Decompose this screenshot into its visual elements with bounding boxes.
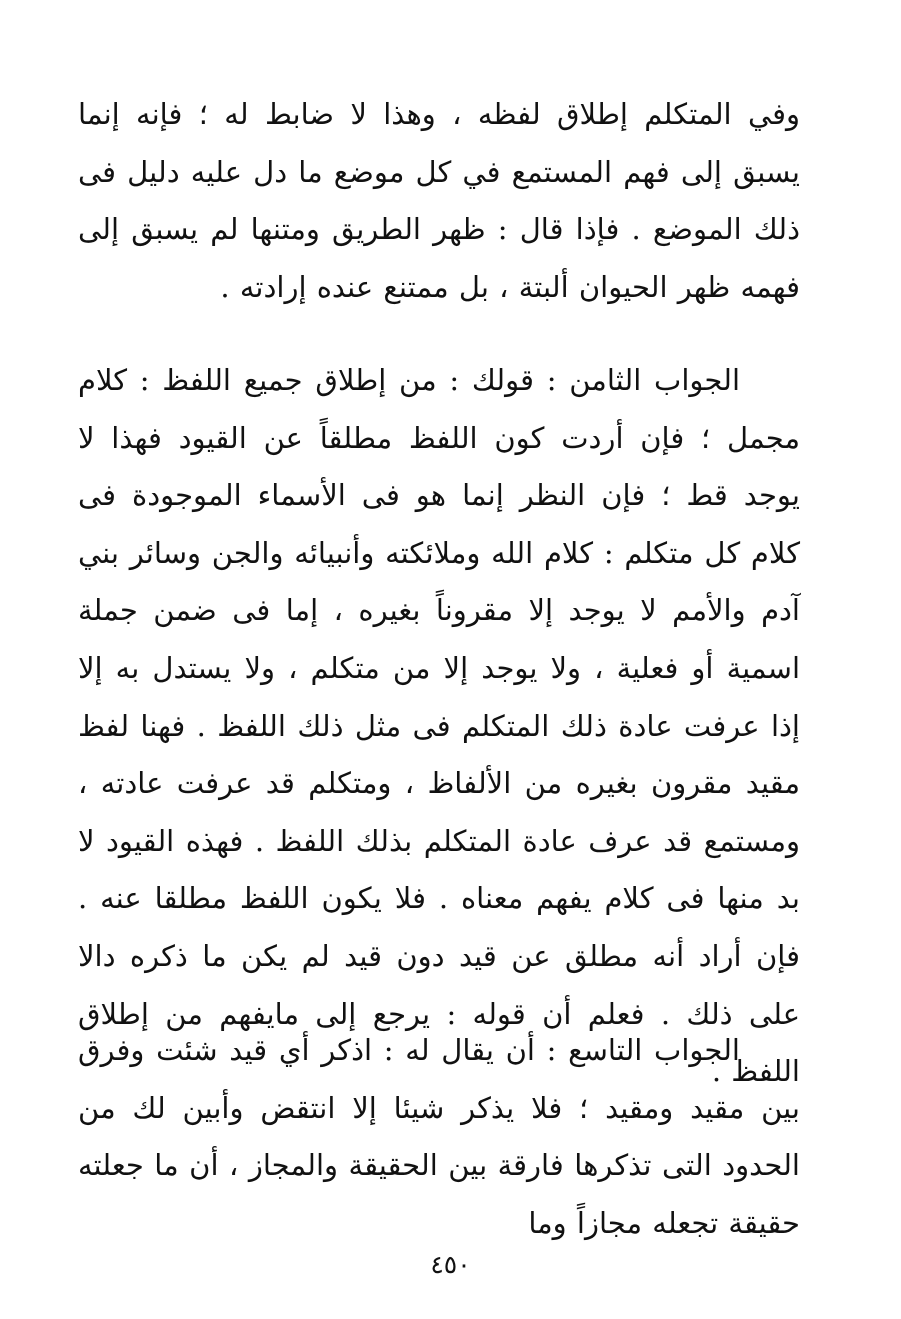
paragraph-continuation: وفي المتكلم إطلاق لفظه ، وهذا لا ضابط له ؛ فإنه إنما يسبق إلى فهم المستمع في كل موضع ما دل عليه دليل فى ذلك الموضع . فإذا قال : ظهر الطريق ومتنها لم يسبق إلى فهمه ظهر الحيوان ألبتة ، بل ممتنع عنده إرادته . [78, 97, 800, 304]
paragraph-eighth-answer: الجواب الثامن : قولك : من إطلاق جميع اللفظ : كلام مجمل ؛ فإن أردت كون اللفظ مطلقاً عن القيود فهذا لا يوجد قط ؛ فإن النظر إنما هو فى الأسماء الموجودة فى كلام كل متكلم : كلام الله وملائكته وأنبيائه والجن وسائر بني آدم والأمم لا يوجد إلا مقروناً بغيره ، إما فى ضمن جملة اسمية أو فعلية ، ولا يوجد إلا من متكلم ، ولا يستدل به إلا إذا عرفت عادة ذلك المتكلم فى مثل ذلك اللفظ . فهنا لفظ مقيد مقرون بغيره من الألفاظ ، ومتكلم قد عرفت عادته ، ومستمع قد عرف عادة المتكلم بذلك اللفظ . فهذه القيود لا بد منها فى كلام يفهم معناه . فلا يكون اللفظ مطلقا عنه . فإن أراد أنه مطلق عن قيد دون قيد لم يكن ما ذكره دالا على ذلك . فعلم أن قوله : يرجع إلى مايفهم من إطلاق اللفظ . [78, 363, 800, 1089]
paragraph-ninth-answer: الجواب التاسع : أن يقال له : اذكر أي قيد شئت وفرق بين مقيد ومقيد ؛ فلا يذكر شيئا إلا انتقض وأبين لك من الحدود التى تذكرها فارقة بين الحقيقة والمجاز ، أن ما جعلته حقيقة تجعله مجازاً وما [78, 1033, 800, 1240]
page-number: ٤٥٠ [430, 1250, 471, 1279]
